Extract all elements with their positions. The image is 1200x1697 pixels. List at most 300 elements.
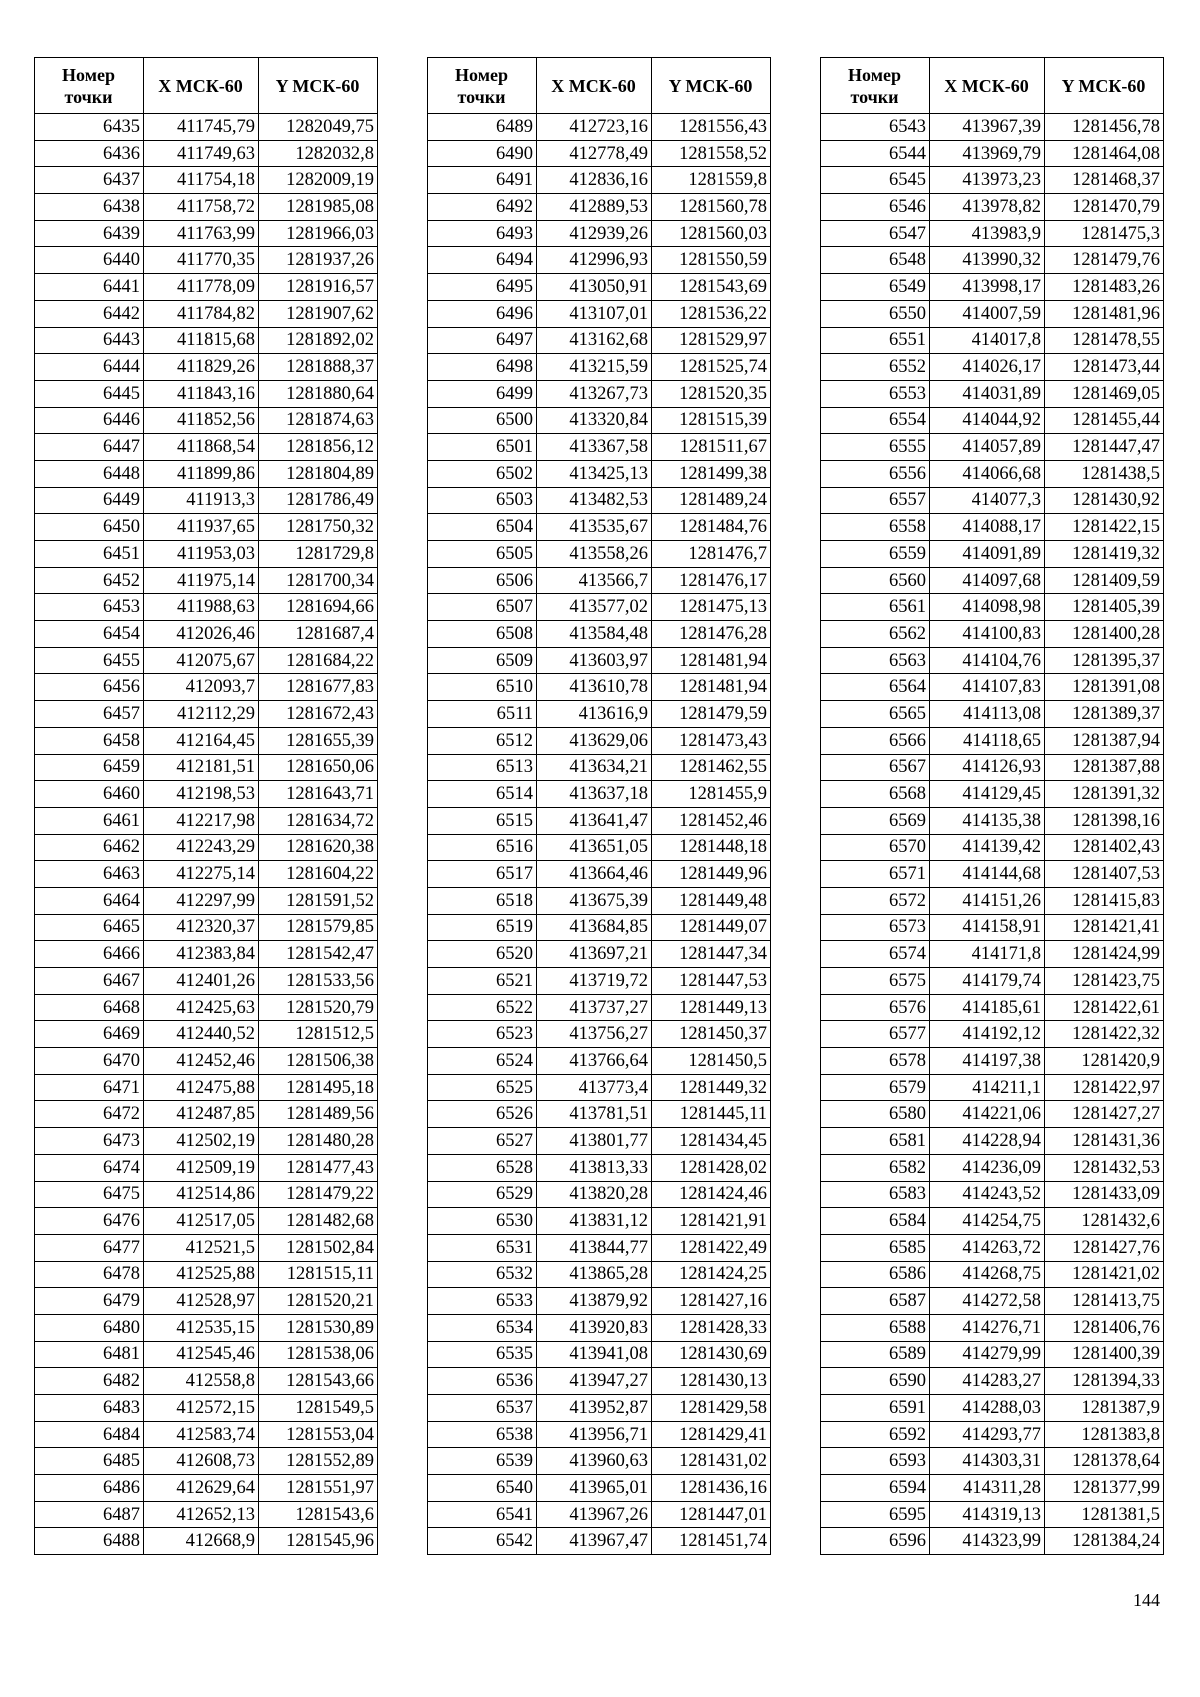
y-coordinate-cell: 1281433,09 (1045, 1181, 1164, 1208)
x-coordinate-cell: 412517,05 (144, 1208, 259, 1235)
point-number-cell: 6536 (428, 1368, 537, 1395)
x-coordinate-cell: 413973,23 (930, 167, 1045, 194)
point-number-cell: 6481 (35, 1341, 144, 1368)
y-coordinate-cell: 1281427,76 (1045, 1234, 1164, 1261)
x-coordinate-cell: 414221,06 (930, 1101, 1045, 1128)
point-number-cell: 6586 (821, 1261, 930, 1288)
y-coordinate-cell: 1281907,62 (259, 300, 378, 327)
point-number-cell: 6545 (821, 167, 930, 194)
x-coordinate-cell: 413641,47 (537, 807, 652, 834)
x-coordinate-cell: 412026,46 (144, 621, 259, 648)
table-row (35, 861, 378, 888)
table-row (821, 1288, 1164, 1315)
point-number-cell: 6492 (428, 194, 537, 221)
table-row (35, 407, 378, 434)
table-row (428, 968, 771, 995)
y-coordinate-cell: 1281428,33 (652, 1314, 771, 1341)
y-coordinate-cell: 1282049,75 (259, 114, 378, 141)
table-row (821, 114, 1164, 141)
table-row (35, 674, 378, 701)
x-coordinate-cell: 413425,13 (537, 460, 652, 487)
point-number-cell: 6466 (35, 941, 144, 968)
y-coordinate-cell: 1281549,5 (259, 1395, 378, 1422)
point-number-cell: 6553 (821, 380, 930, 407)
x-coordinate-cell: 413879,92 (537, 1288, 652, 1315)
x-coordinate-cell: 411745,79 (144, 114, 259, 141)
point-number-cell: 6517 (428, 861, 537, 888)
y-coordinate-cell: 1281476,28 (652, 621, 771, 648)
x-coordinate-cell: 413637,18 (537, 781, 652, 808)
y-coordinate-cell: 1281449,96 (652, 861, 771, 888)
y-coordinate-cell: 1281421,02 (1045, 1261, 1164, 1288)
y-coordinate-cell: 1281391,08 (1045, 674, 1164, 701)
y-coordinate-cell: 1281424,99 (1045, 941, 1164, 968)
y-coordinate-cell: 1281409,59 (1045, 567, 1164, 594)
point-number-cell: 6587 (821, 1288, 930, 1315)
table-row (821, 781, 1164, 808)
table-row (35, 247, 378, 274)
x-coordinate-cell: 413920,83 (537, 1314, 652, 1341)
table-row (821, 354, 1164, 381)
table-row (428, 541, 771, 568)
y-coordinate-cell: 1281464,08 (1045, 140, 1164, 167)
table-row (821, 701, 1164, 728)
x-coordinate-cell: 414293,77 (930, 1421, 1045, 1448)
table-row (428, 114, 771, 141)
point-number-cell: 6470 (35, 1048, 144, 1075)
table-row (35, 1314, 378, 1341)
point-number-cell: 6461 (35, 807, 144, 834)
y-coordinate-cell: 1281480,28 (259, 1128, 378, 1155)
point-number-cell: 6475 (35, 1181, 144, 1208)
point-number-cell: 6484 (35, 1421, 144, 1448)
point-number-cell: 6577 (821, 1021, 930, 1048)
point-number-cell: 6512 (428, 727, 537, 754)
x-coordinate-cell: 412075,67 (144, 647, 259, 674)
y-coordinate-cell: 1281387,94 (1045, 727, 1164, 754)
x-coordinate-cell: 414088,17 (930, 514, 1045, 541)
x-coordinate-cell: 414288,03 (930, 1395, 1045, 1422)
point-number-cell: 6469 (35, 1021, 144, 1048)
point-number-cell: 6534 (428, 1314, 537, 1341)
table-row (428, 807, 771, 834)
table-row (35, 1421, 378, 1448)
y-coordinate-cell: 1281545,96 (259, 1528, 378, 1555)
table-row (428, 140, 771, 167)
table-row (428, 1528, 771, 1555)
table-row (35, 487, 378, 514)
y-coordinate-cell: 1281560,78 (652, 194, 771, 221)
x-coordinate-cell: 412652,13 (144, 1501, 259, 1528)
x-coordinate-cell: 411829,26 (144, 354, 259, 381)
y-coordinate-cell: 1281405,39 (1045, 594, 1164, 621)
x-coordinate-cell: 412608,73 (144, 1448, 259, 1475)
table-row (428, 994, 771, 1021)
table-row (821, 514, 1164, 541)
y-coordinate-cell: 1281515,11 (259, 1261, 378, 1288)
table-row (821, 300, 1164, 327)
point-number-cell: 6441 (35, 274, 144, 301)
point-number-cell: 6560 (821, 567, 930, 594)
y-coordinate-cell: 1281520,79 (259, 994, 378, 1021)
table-row (821, 194, 1164, 221)
y-coordinate-cell: 1281684,22 (259, 647, 378, 674)
y-coordinate-cell: 1281495,18 (259, 1074, 378, 1101)
x-coordinate-cell: 413482,53 (537, 487, 652, 514)
y-coordinate-cell: 1281432,53 (1045, 1154, 1164, 1181)
x-coordinate-cell: 414254,75 (930, 1208, 1045, 1235)
y-coordinate-cell: 1281559,8 (652, 167, 771, 194)
x-coordinate-cell: 412297,99 (144, 887, 259, 914)
point-number-cell: 6539 (428, 1448, 537, 1475)
table-row (428, 327, 771, 354)
table-row (35, 1048, 378, 1075)
table-row (428, 1234, 771, 1261)
point-number-cell: 6579 (821, 1074, 930, 1101)
table-row (428, 887, 771, 914)
point-number-cell: 6583 (821, 1181, 930, 1208)
header-y: Y МСК-60 (1045, 58, 1164, 114)
table-row (428, 674, 771, 701)
table-row (428, 1395, 771, 1422)
point-number-cell: 6447 (35, 434, 144, 461)
table-row (428, 594, 771, 621)
table-row (821, 247, 1164, 274)
x-coordinate-cell: 414323,99 (930, 1528, 1045, 1555)
point-number-cell: 6570 (821, 834, 930, 861)
x-coordinate-cell: 414091,89 (930, 541, 1045, 568)
y-coordinate-cell: 1281378,64 (1045, 1448, 1164, 1475)
point-number-cell: 6569 (821, 807, 930, 834)
coordinates-table-1 (34, 57, 378, 1555)
x-coordinate-cell: 411852,56 (144, 407, 259, 434)
x-coordinate-cell: 414066,68 (930, 460, 1045, 487)
point-number-cell: 6485 (35, 1448, 144, 1475)
point-number-cell: 6554 (821, 407, 930, 434)
point-number-cell: 6472 (35, 1101, 144, 1128)
y-coordinate-cell: 1281502,84 (259, 1234, 378, 1261)
x-coordinate-cell: 413629,06 (537, 727, 652, 754)
x-coordinate-cell: 414057,89 (930, 434, 1045, 461)
table-row (35, 300, 378, 327)
table-row (35, 1154, 378, 1181)
point-number-cell: 6511 (428, 701, 537, 728)
y-coordinate-cell: 1281406,76 (1045, 1314, 1164, 1341)
point-number-cell: 6575 (821, 968, 930, 995)
table-row (821, 727, 1164, 754)
y-coordinate-cell: 1281402,43 (1045, 834, 1164, 861)
table-row (428, 1181, 771, 1208)
table-row (428, 941, 771, 968)
table-row (428, 1475, 771, 1502)
table-row (428, 1368, 771, 1395)
x-coordinate-cell: 413634,21 (537, 754, 652, 781)
y-coordinate-cell: 1281422,32 (1045, 1021, 1164, 1048)
y-coordinate-cell: 1281479,59 (652, 701, 771, 728)
x-coordinate-cell: 414129,45 (930, 781, 1045, 808)
x-coordinate-cell: 412502,19 (144, 1128, 259, 1155)
point-number-cell: 6494 (428, 247, 537, 274)
y-coordinate-cell: 1281677,83 (259, 674, 378, 701)
point-number-cell: 6580 (821, 1101, 930, 1128)
table-row (35, 1234, 378, 1261)
y-coordinate-cell: 1281655,39 (259, 727, 378, 754)
table-row (428, 380, 771, 407)
y-coordinate-cell: 1281650,06 (259, 754, 378, 781)
y-coordinate-cell: 1281916,57 (259, 274, 378, 301)
x-coordinate-cell: 413983,9 (930, 220, 1045, 247)
x-coordinate-cell: 412629,64 (144, 1475, 259, 1502)
x-coordinate-cell: 412558,8 (144, 1368, 259, 1395)
x-coordinate-cell: 413215,59 (537, 354, 652, 381)
x-coordinate-cell: 412452,46 (144, 1048, 259, 1075)
point-number-cell: 6588 (821, 1314, 930, 1341)
y-coordinate-cell: 1281447,34 (652, 941, 771, 968)
x-coordinate-cell: 413162,68 (537, 327, 652, 354)
table-row (35, 727, 378, 754)
table-row (35, 514, 378, 541)
x-coordinate-cell: 412217,98 (144, 807, 259, 834)
table-row (428, 1421, 771, 1448)
y-coordinate-cell: 1281880,64 (259, 380, 378, 407)
y-coordinate-cell: 1281700,34 (259, 567, 378, 594)
table-row (821, 647, 1164, 674)
point-number-cell: 6540 (428, 1475, 537, 1502)
point-number-cell: 6567 (821, 754, 930, 781)
x-coordinate-cell: 411913,3 (144, 487, 259, 514)
y-coordinate-cell: 1281750,32 (259, 514, 378, 541)
point-number-cell: 6535 (428, 1341, 537, 1368)
x-coordinate-cell: 411975,14 (144, 567, 259, 594)
table-row (35, 834, 378, 861)
point-number-cell: 6493 (428, 220, 537, 247)
x-coordinate-cell: 414031,89 (930, 380, 1045, 407)
point-number-cell: 6543 (821, 114, 930, 141)
table-row (821, 1181, 1164, 1208)
x-coordinate-cell: 413978,82 (930, 194, 1045, 221)
table-row (35, 887, 378, 914)
point-number-cell: 6525 (428, 1074, 537, 1101)
point-number-cell: 6521 (428, 968, 537, 995)
table-row (428, 1261, 771, 1288)
x-coordinate-cell: 413956,71 (537, 1421, 652, 1448)
point-number-cell: 6589 (821, 1341, 930, 1368)
x-coordinate-cell: 411899,86 (144, 460, 259, 487)
y-coordinate-cell: 1281489,24 (652, 487, 771, 514)
table-row (428, 1101, 771, 1128)
table-row (821, 968, 1164, 995)
table-row (428, 1154, 771, 1181)
table-row (821, 1314, 1164, 1341)
y-coordinate-cell: 1281506,38 (259, 1048, 378, 1075)
x-coordinate-cell: 411868,54 (144, 434, 259, 461)
point-number-cell: 6458 (35, 727, 144, 754)
x-coordinate-cell: 413952,87 (537, 1395, 652, 1422)
header-x: X МСК-60 (537, 58, 652, 114)
table-row (428, 487, 771, 514)
x-coordinate-cell: 411953,03 (144, 541, 259, 568)
table-row (35, 1501, 378, 1528)
y-coordinate-cell: 1281525,74 (652, 354, 771, 381)
point-number-cell: 6563 (821, 647, 930, 674)
y-coordinate-cell: 1281620,38 (259, 834, 378, 861)
x-coordinate-cell: 413719,72 (537, 968, 652, 995)
point-number-cell: 6491 (428, 167, 537, 194)
x-coordinate-cell: 412401,26 (144, 968, 259, 995)
y-coordinate-cell: 1281552,89 (259, 1448, 378, 1475)
table-row (35, 807, 378, 834)
y-coordinate-cell: 1281427,27 (1045, 1101, 1164, 1128)
y-coordinate-cell: 1281529,97 (652, 327, 771, 354)
table-row (35, 1288, 378, 1315)
y-coordinate-cell: 1281543,6 (259, 1501, 378, 1528)
y-coordinate-cell: 1281556,43 (652, 114, 771, 141)
y-coordinate-cell: 1282032,8 (259, 140, 378, 167)
table-row (821, 1448, 1164, 1475)
point-number-cell: 6576 (821, 994, 930, 1021)
table-row (821, 380, 1164, 407)
table-row (821, 1234, 1164, 1261)
y-coordinate-cell: 1281456,78 (1045, 114, 1164, 141)
y-coordinate-cell: 1281476,17 (652, 567, 771, 594)
point-number-cell: 6452 (35, 567, 144, 594)
table-row (35, 1261, 378, 1288)
x-coordinate-cell: 413960,63 (537, 1448, 652, 1475)
point-number-cell: 6549 (821, 274, 930, 301)
y-coordinate-cell: 1281447,53 (652, 968, 771, 995)
y-coordinate-cell: 1281804,89 (259, 460, 378, 487)
point-number-cell: 6559 (821, 541, 930, 568)
x-coordinate-cell: 413844,77 (537, 1234, 652, 1261)
table-row (821, 1475, 1164, 1502)
x-coordinate-cell: 411758,72 (144, 194, 259, 221)
point-number-cell: 6555 (821, 434, 930, 461)
table-row (428, 354, 771, 381)
x-coordinate-cell: 414113,08 (930, 701, 1045, 728)
y-coordinate-cell: 1281455,44 (1045, 407, 1164, 434)
table-row (821, 140, 1164, 167)
x-coordinate-cell: 412545,46 (144, 1341, 259, 1368)
y-coordinate-cell: 1281475,3 (1045, 220, 1164, 247)
point-number-cell: 6526 (428, 1101, 537, 1128)
point-number-cell: 6464 (35, 887, 144, 914)
point-number-cell: 6518 (428, 887, 537, 914)
y-coordinate-cell: 1281413,75 (1045, 1288, 1164, 1315)
point-number-cell: 6593 (821, 1448, 930, 1475)
header-y: Y МСК-60 (652, 58, 771, 114)
table-row (821, 1154, 1164, 1181)
point-number-cell: 6546 (821, 194, 930, 221)
header-point-number: Номер точки (821, 58, 930, 114)
point-number-cell: 6509 (428, 647, 537, 674)
coordinates-table-2 (427, 57, 771, 1555)
y-coordinate-cell: 1281400,39 (1045, 1341, 1164, 1368)
x-coordinate-cell: 413616,9 (537, 701, 652, 728)
x-coordinate-cell: 413535,67 (537, 514, 652, 541)
y-coordinate-cell: 1281469,05 (1045, 380, 1164, 407)
y-coordinate-cell: 1281530,89 (259, 1314, 378, 1341)
x-coordinate-cell: 411749,63 (144, 140, 259, 167)
x-coordinate-cell: 413651,05 (537, 834, 652, 861)
table-row (35, 754, 378, 781)
y-coordinate-cell: 1281422,97 (1045, 1074, 1164, 1101)
table-row (821, 434, 1164, 461)
y-coordinate-cell: 1281462,55 (652, 754, 771, 781)
point-number-cell: 6516 (428, 834, 537, 861)
x-coordinate-cell: 413831,12 (537, 1208, 652, 1235)
point-number-cell: 6438 (35, 194, 144, 221)
table-row (821, 807, 1164, 834)
x-coordinate-cell: 411754,18 (144, 167, 259, 194)
table-row (428, 1208, 771, 1235)
y-coordinate-cell: 1281431,02 (652, 1448, 771, 1475)
table-row (35, 1128, 378, 1155)
x-coordinate-cell: 413969,79 (930, 140, 1045, 167)
point-number-cell: 6542 (428, 1528, 537, 1555)
x-coordinate-cell: 413998,17 (930, 274, 1045, 301)
table-row (821, 887, 1164, 914)
table-row (35, 140, 378, 167)
x-coordinate-cell: 412440,52 (144, 1021, 259, 1048)
x-coordinate-cell: 414283,27 (930, 1368, 1045, 1395)
header-point-number: Номер точки (428, 58, 537, 114)
table-row (35, 380, 378, 407)
x-coordinate-cell: 414243,52 (930, 1181, 1045, 1208)
table-row (35, 994, 378, 1021)
point-number-cell: 6505 (428, 541, 537, 568)
table-row (428, 781, 771, 808)
y-coordinate-cell: 1281477,43 (259, 1154, 378, 1181)
x-coordinate-cell: 414077,3 (930, 487, 1045, 514)
y-coordinate-cell: 1281395,37 (1045, 647, 1164, 674)
table-row (821, 1208, 1164, 1235)
table-row (821, 167, 1164, 194)
x-coordinate-cell: 413766,64 (537, 1048, 652, 1075)
point-number-cell: 6544 (821, 140, 930, 167)
y-coordinate-cell: 1281520,21 (259, 1288, 378, 1315)
point-number-cell: 6455 (35, 647, 144, 674)
table-row (35, 1341, 378, 1368)
x-coordinate-cell: 414179,74 (930, 968, 1045, 995)
point-number-cell: 6487 (35, 1501, 144, 1528)
table-row (821, 407, 1164, 434)
y-coordinate-cell: 1281476,7 (652, 541, 771, 568)
point-number-cell: 6474 (35, 1154, 144, 1181)
table-row (821, 594, 1164, 621)
y-coordinate-cell: 1281427,16 (652, 1288, 771, 1315)
x-coordinate-cell: 412181,51 (144, 754, 259, 781)
y-coordinate-cell: 1281449,13 (652, 994, 771, 1021)
point-number-cell: 6591 (821, 1395, 930, 1422)
y-coordinate-cell: 1281481,94 (652, 647, 771, 674)
table-row (821, 1048, 1164, 1075)
y-coordinate-cell: 1281422,49 (652, 1234, 771, 1261)
point-number-cell: 6519 (428, 914, 537, 941)
y-coordinate-cell: 1281407,53 (1045, 861, 1164, 888)
point-number-cell: 6562 (821, 621, 930, 648)
point-number-cell: 6488 (35, 1528, 144, 1555)
table-row (35, 647, 378, 674)
x-coordinate-cell: 411763,99 (144, 220, 259, 247)
table-row (35, 1475, 378, 1502)
table-row (428, 754, 771, 781)
point-number-cell: 6476 (35, 1208, 144, 1235)
point-number-cell: 6443 (35, 327, 144, 354)
y-coordinate-cell: 1281424,46 (652, 1181, 771, 1208)
table-row (821, 487, 1164, 514)
y-coordinate-cell: 1281475,13 (652, 594, 771, 621)
point-number-cell: 6537 (428, 1395, 537, 1422)
